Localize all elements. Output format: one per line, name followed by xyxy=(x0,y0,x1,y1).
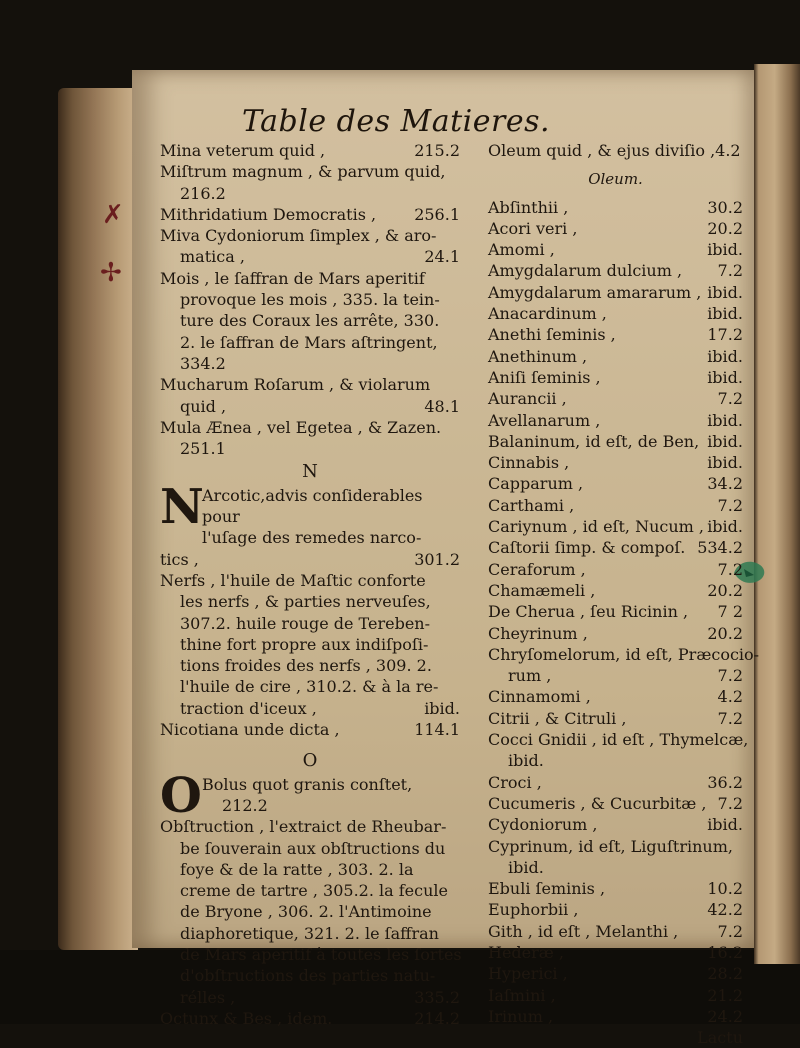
entry-page-ref: ibid. xyxy=(707,815,743,835)
index-entry xyxy=(488,516,743,537)
entry-page-ref: 20.2 xyxy=(707,218,743,238)
entry-page-ref: 16.2 xyxy=(707,942,743,962)
entry-text: traction d'iceux , xyxy=(180,698,317,718)
entry-page-ref: 214.2 xyxy=(414,1008,460,1028)
entry-text: 216.2 xyxy=(180,183,226,203)
index-entry xyxy=(488,197,743,218)
entry-page-ref: ibid. xyxy=(707,346,743,366)
index-entry xyxy=(160,353,460,374)
index-entry xyxy=(160,570,460,591)
index-entry xyxy=(160,225,460,246)
entry-page-ref: ibid. xyxy=(707,240,743,260)
index-entry xyxy=(488,388,743,409)
entry-text: Anethinum , xyxy=(488,346,588,366)
index-entry xyxy=(488,793,743,814)
entry-page-ref: 7.2 xyxy=(717,793,743,813)
index-entry xyxy=(488,878,743,899)
entry-text: Abſinthii , xyxy=(488,197,569,217)
entry-text: Chamæmeli , xyxy=(488,580,596,600)
entry-text: tions froides des nerfs , 309. 2. xyxy=(180,656,432,676)
index-entry xyxy=(160,613,460,634)
entry-page-ref: 335.2 xyxy=(414,987,460,1007)
entry-text: Gith , id eſt , Melanthi , xyxy=(488,921,679,941)
entry-text: rum , xyxy=(508,666,552,686)
entry-page-ref: ibid. xyxy=(707,453,743,473)
index-entry xyxy=(488,623,743,644)
index-entry xyxy=(160,438,460,459)
entry-text: diaphoretique, 321. 2. le ſaffran xyxy=(180,923,439,943)
index-entry xyxy=(488,750,743,771)
index-entry xyxy=(160,676,460,697)
entry-page-ref: 36.2 xyxy=(707,772,743,792)
entry-page-ref: ibid. xyxy=(707,431,743,451)
entry-text: 2. le ſaffran de Mars aſtringent, xyxy=(180,332,438,352)
entry-text: Mula Ænea , vel Egetea , & Zazen. xyxy=(160,417,442,437)
entry-page-ref: 301.2 xyxy=(414,549,460,569)
entry-text: Nicotiana unde dicta , xyxy=(160,720,340,740)
entry-text: Obſtruction , l'extraict de Rheubar- xyxy=(160,817,447,837)
index-entry xyxy=(488,346,743,367)
section-letter-o: O xyxy=(302,750,318,772)
entry-text: Croci , xyxy=(488,772,542,792)
entry-text: Amomi , xyxy=(488,240,555,260)
index-entry xyxy=(160,268,460,289)
entry-text: Cinnamomi , xyxy=(488,687,591,707)
index-entry xyxy=(160,140,460,161)
index-entry xyxy=(160,880,460,901)
entry-text: creme de tartre , 305.2. la fecule xyxy=(180,881,448,901)
index-entry xyxy=(488,985,743,1006)
index-entry xyxy=(160,591,460,612)
entry-page-ref: 24.2 xyxy=(707,1006,743,1026)
entry-page-ref: 42.2 xyxy=(707,900,743,920)
index-entry xyxy=(488,324,743,345)
entry-page-ref: 7.2 xyxy=(717,389,743,409)
index-entry xyxy=(160,859,460,880)
index-entry xyxy=(488,559,743,580)
entry-page-ref: 20.2 xyxy=(707,623,743,643)
next-page-edge xyxy=(754,64,800,964)
entry-text: Octunx & Bes , idem. xyxy=(160,1008,333,1028)
entry-text: Balaninum, id eſt, de Ben, xyxy=(488,431,700,451)
left-entries-m xyxy=(160,140,460,459)
entry-text: Iaſmini , xyxy=(488,985,556,1005)
entry-text: l'huile de cire , 310.2. & à la re- xyxy=(180,677,439,697)
entry-page-ref: ibid. xyxy=(707,282,743,302)
entry-text: d'obſtructions des parties natu- xyxy=(180,966,436,986)
entry-page-ref: 20.2 xyxy=(707,580,743,600)
index-entry xyxy=(160,634,460,655)
entry-text: Cyprinum, id eſt, Liguſtrinum, xyxy=(488,836,733,856)
entry-text: Nerfs , l'huile de Maſtic conforte xyxy=(160,570,426,590)
n-intro-text xyxy=(202,485,460,549)
index-entry xyxy=(160,374,460,395)
page-header-title: Table des Matieres. xyxy=(241,104,551,139)
entry-page-ref: 17.2 xyxy=(707,325,743,345)
entry-page-ref: 28.2 xyxy=(707,964,743,984)
oleum-top-line: Oleum quid , & ejus diviſio ,4.2 xyxy=(488,141,741,160)
entry-text: Cinnabis , xyxy=(488,453,570,473)
entry-text: Aurancii , xyxy=(488,389,567,409)
index-entry xyxy=(488,218,743,239)
entry-text: Anethi ſeminis , xyxy=(488,325,616,345)
entry-text: ibid. xyxy=(508,857,544,877)
entry-page-ref: 256.1 xyxy=(414,204,460,224)
n-intro-line: Arcotic,advis conſiderables pour xyxy=(202,485,423,527)
entry-text: Cheyrinum , xyxy=(488,623,588,643)
entry-text: Mucharum Roſarum , & violarum xyxy=(160,375,431,395)
entry-text: Ebuli ſeminis , xyxy=(488,879,606,899)
entry-text: Euphorbii , xyxy=(488,900,579,920)
oleum-section-title: Oleum. xyxy=(588,170,643,189)
entry-text: Cucumeris , & Cucurbitæ , xyxy=(488,793,707,813)
index-entry xyxy=(160,161,460,182)
margin-cross-mark: ✗ xyxy=(102,200,124,230)
entry-text: Hyperici , xyxy=(488,964,568,984)
index-entry xyxy=(488,942,743,963)
index-entry xyxy=(488,644,760,665)
entry-page-ref: 7.2 xyxy=(717,495,743,515)
entry-text: ture des Coraux les arrête, 330. xyxy=(180,311,440,331)
o-intro-line: Bolus quot granis conſtet, xyxy=(202,774,413,794)
entry-text: Cydoniorum , xyxy=(488,815,598,835)
index-entry xyxy=(488,260,743,281)
entry-page-ref: 48.1 xyxy=(424,396,460,416)
catchword: Lactu xyxy=(697,1028,743,1048)
entry-page-ref: 10.2 xyxy=(707,879,743,899)
index-entry xyxy=(488,410,743,431)
entry-text: Acori veri , xyxy=(488,218,578,238)
o-intro-text xyxy=(202,774,460,817)
index-entry xyxy=(160,923,460,944)
entry-page-ref: 534.2 xyxy=(697,538,743,558)
index-entry xyxy=(488,665,743,686)
left-entries-o xyxy=(160,816,460,1029)
index-entry xyxy=(160,417,460,438)
entry-text: foye & de la ratte , 303. 2. la xyxy=(180,859,414,879)
entry-text: Carthami , xyxy=(488,495,575,515)
index-entry xyxy=(488,836,743,857)
index-entry xyxy=(488,857,743,878)
n-intro-line: l'uſage des remedes narco- xyxy=(202,528,422,548)
entry-text: Hederæ , xyxy=(488,942,564,962)
entry-page-ref: 34.2 xyxy=(707,474,743,494)
entry-text: Amygdalarum amararum , xyxy=(488,282,702,302)
index-entry xyxy=(160,396,460,417)
index-entry xyxy=(488,495,743,516)
index-entry xyxy=(488,239,743,260)
entry-page-ref: 7.2 xyxy=(717,921,743,941)
right-index-column xyxy=(488,140,760,1048)
entry-page-ref: ibid. xyxy=(707,517,743,537)
entry-page-ref: 24.1 xyxy=(424,247,460,267)
entry-text: Capparum , xyxy=(488,474,584,494)
left-index-column xyxy=(160,140,460,1029)
left-entries-n xyxy=(160,549,460,741)
entry-text: 334.2 xyxy=(180,353,226,373)
index-entry xyxy=(160,246,460,267)
index-entry xyxy=(488,814,743,835)
entry-page-ref: 215.2 xyxy=(414,141,460,160)
entry-page-ref: 7.2 xyxy=(717,666,743,686)
index-entry xyxy=(488,601,743,622)
oleum-entries xyxy=(488,197,760,1028)
index-entry xyxy=(160,901,460,922)
index-entry xyxy=(160,655,460,676)
entry-text: les nerfs , & parties nerveuſes, xyxy=(180,592,431,612)
index-entry xyxy=(160,204,460,225)
index-entry xyxy=(488,452,743,473)
entry-text: tics , xyxy=(160,549,199,569)
entry-text: Miſtrum magnum , & parvum quid, xyxy=(160,162,446,182)
index-entry xyxy=(488,473,743,494)
entry-text: provoque les mois , 335. la tein- xyxy=(180,290,440,310)
index-entry xyxy=(160,719,460,740)
entry-text: Mithridatium Democratis , xyxy=(160,204,377,224)
entry-text: Mois , le ſaffran de Mars aperitif xyxy=(160,268,425,288)
entry-text: rélles , xyxy=(180,987,236,1007)
entry-page-ref: 7.2 xyxy=(717,559,743,579)
entry-text: Amygdalarum dulcium , xyxy=(488,261,683,281)
index-entry xyxy=(488,431,743,452)
index-entry xyxy=(160,332,460,353)
index-entry xyxy=(160,987,460,1008)
index-entry xyxy=(488,537,743,558)
index-entry xyxy=(488,729,749,750)
n-intro-block xyxy=(160,478,460,549)
index-entry xyxy=(488,580,743,601)
entry-text: 307.2. huile rouge de Tereben- xyxy=(180,613,430,633)
o-intro-block xyxy=(160,767,460,824)
entry-text: Aniſi ſeminis , xyxy=(488,367,601,387)
entry-text: de Mars aperitif à toutes les ſortes xyxy=(180,944,462,964)
index-entry xyxy=(488,921,743,942)
entry-page-ref: 21.2 xyxy=(707,985,743,1005)
entry-page-ref: 4.2 xyxy=(717,687,743,707)
index-entry xyxy=(160,698,460,719)
entry-text: 251.1 xyxy=(180,439,226,459)
entry-page-ref: 114.1 xyxy=(414,720,460,740)
entry-text: Citrii , & Citruli , xyxy=(488,708,627,728)
section-letter-n: N xyxy=(302,461,318,483)
index-entry xyxy=(488,899,743,920)
margin-arrow-mark: ✢ xyxy=(100,258,122,288)
index-entry xyxy=(488,367,743,388)
index-entry xyxy=(160,944,460,965)
index-entry xyxy=(160,549,460,570)
entry-text: matica , xyxy=(180,247,245,267)
entry-page-ref: ibid. xyxy=(424,698,460,718)
entry-page-ref: 7 2 xyxy=(717,602,743,622)
index-entry xyxy=(488,303,743,324)
dropcap-n: N xyxy=(160,478,204,535)
entry-text: Miva Cydoniorum ſimplex , & aro- xyxy=(160,226,437,246)
index-entry xyxy=(488,282,743,303)
entry-text: De Cherua , ſeu Ricinin , xyxy=(488,602,689,622)
index-entry xyxy=(160,838,460,859)
index-entry xyxy=(160,965,460,986)
entry-text: Mina veterum quid , xyxy=(160,141,326,160)
index-entry xyxy=(160,1008,460,1029)
entry-text: Irinum , xyxy=(488,1006,554,1026)
entry-text: ibid. xyxy=(508,751,544,771)
index-entry xyxy=(488,686,743,707)
entry-page-ref: ibid. xyxy=(707,367,743,387)
book-left-edge xyxy=(58,88,138,950)
entry-text: quid , xyxy=(180,396,227,416)
entry-page-ref: ibid. xyxy=(707,304,743,324)
dropcap-o: O xyxy=(160,767,202,824)
entry-text: be ſouverain aux obſtructions du xyxy=(180,838,446,858)
index-entry xyxy=(160,183,460,204)
entry-text: Avellanarum , xyxy=(488,410,601,430)
entry-text: Cariynum , id eſt, Nucum , xyxy=(488,517,704,537)
entry-page-ref: 30.2 xyxy=(707,197,743,217)
index-entry xyxy=(488,963,743,984)
entry-text: Ceraforum , xyxy=(488,559,586,579)
index-entry xyxy=(160,289,460,310)
index-entry xyxy=(488,772,743,793)
entry-text: Anacardinum , xyxy=(488,304,607,324)
entry-text: Cocci Gnidii , id eſt , Thymelcæ, xyxy=(488,730,749,750)
index-entry xyxy=(488,708,743,729)
entry-page-ref: 7.2 xyxy=(717,261,743,281)
index-entry xyxy=(160,816,460,837)
entry-page-ref: 7.2 xyxy=(717,708,743,728)
index-entry xyxy=(160,310,460,331)
o-intro-line: 212.2 xyxy=(222,795,268,815)
entry-text: Caſtorii ſimp. & compoſ. xyxy=(488,538,686,558)
entry-text: thine fort propre aux indiſpoſi- xyxy=(180,634,429,654)
entry-page-ref: ibid. xyxy=(707,410,743,430)
entry-text: de Bryone , 306. 2. l'Antimoine xyxy=(180,902,432,922)
entry-text: Chryſomelorum, id eſt, Præcocio- xyxy=(488,644,760,664)
